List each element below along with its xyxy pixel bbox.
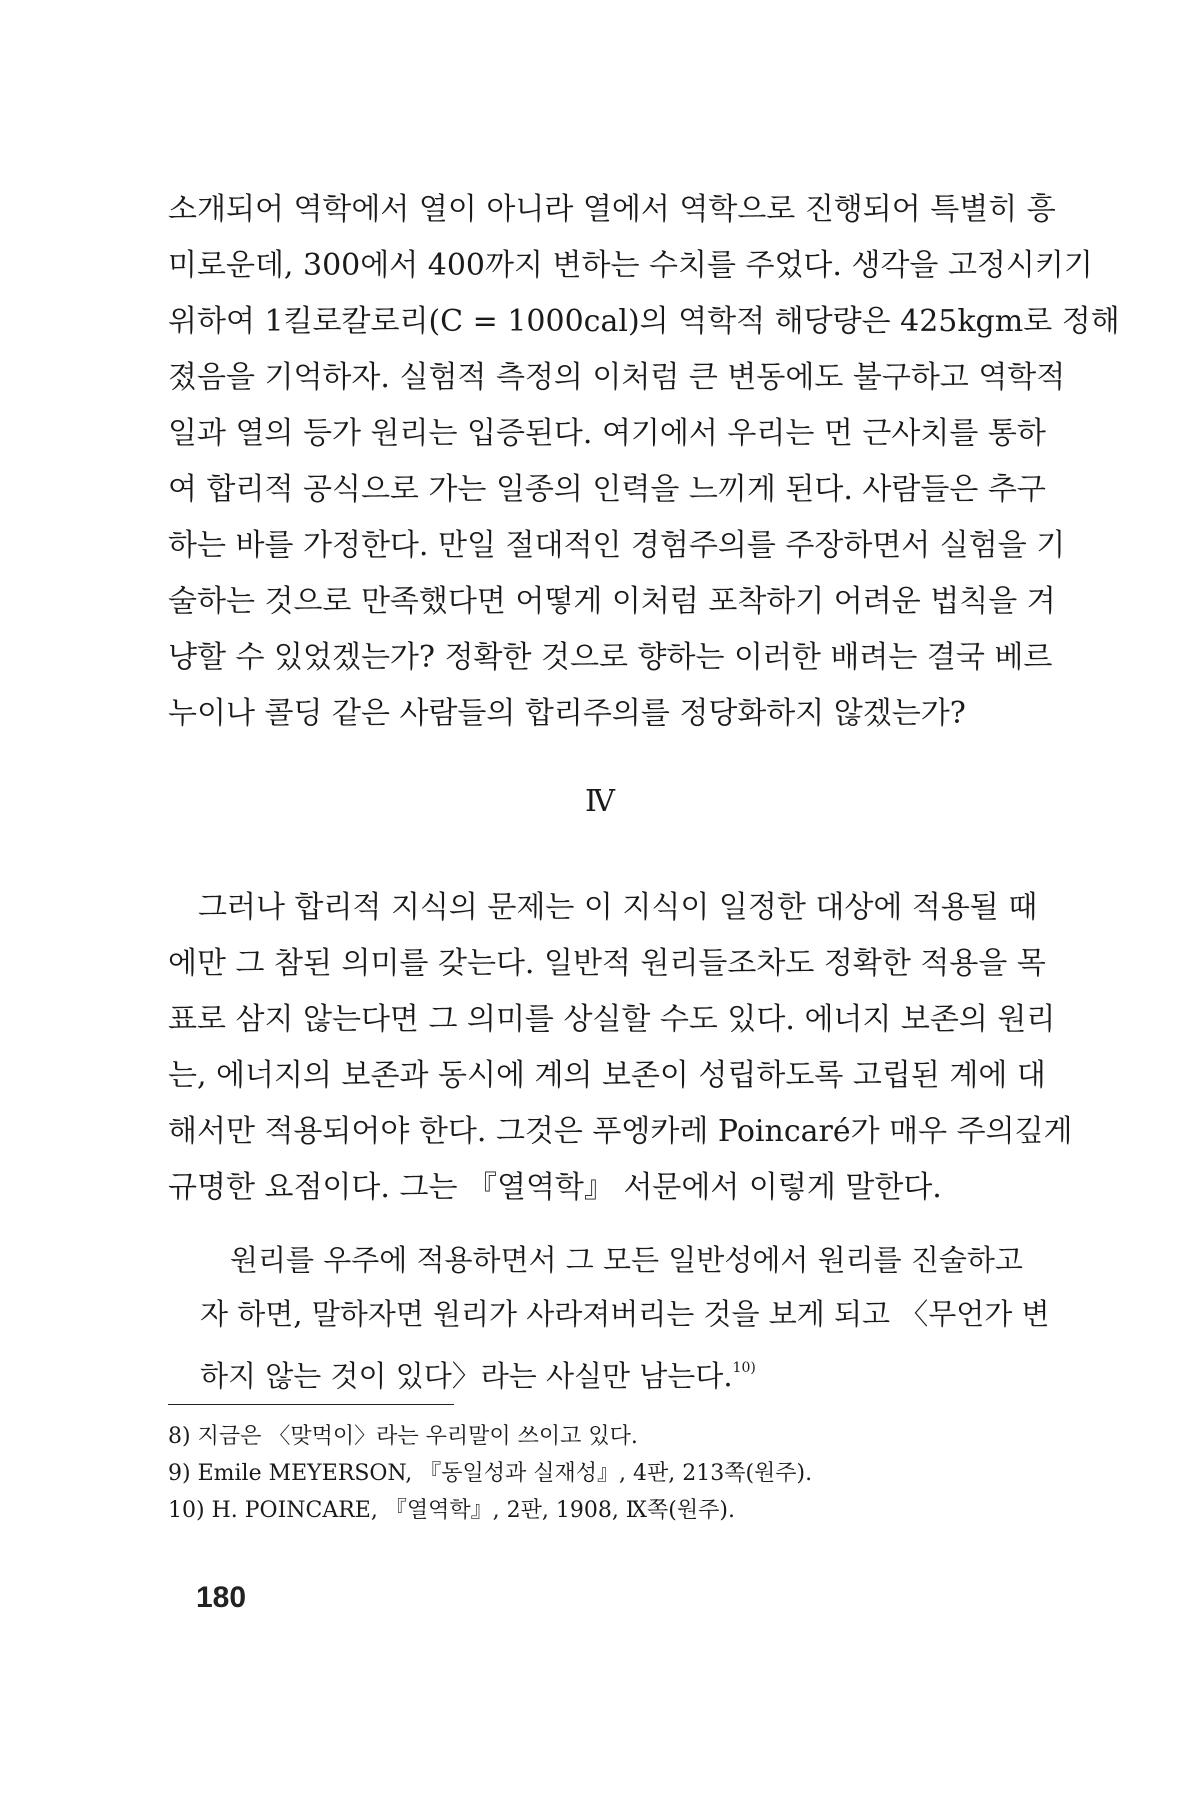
paragraph-line: 일과 열의 등가 원리는 입증된다. 여기에서 우리는 먼 근사치를 통하 bbox=[168, 416, 1046, 451]
paragraph-line: 그러나 합리적 지식의 문제는 이 지식이 일정한 대상에 적용될 때 bbox=[198, 890, 1038, 925]
footnote-divider bbox=[168, 1404, 454, 1405]
paragraph-line: 위하여 1킬로칼로리(C = 1000cal)의 역학적 해당량은 425kgm로 정해 bbox=[168, 304, 1120, 339]
paragraph-line: 냥할 수 있었겠는가? 정확한 것으로 향하는 이러한 배려는 결국 베르 bbox=[168, 640, 1053, 675]
paragraph-line: 여 합리적 공식으로 가는 일종의 인력을 느끼게 된다. 사람들은 추구 bbox=[168, 472, 1046, 507]
quote-line-last bbox=[200, 1341, 1010, 1395]
block-quote bbox=[200, 1233, 1050, 1395]
quote-line-text: 하지 않는 것이 있다〉라는 사실만 남는다. bbox=[200, 1359, 733, 1393]
paragraph-line: 는, 에너지의 보존과 동시에 계의 보존이 성립하도록 고립된 계에 대 bbox=[168, 1058, 1046, 1093]
paragraph-line: 졌음을 기억하자. 실험적 측정의 이처럼 큰 변동에도 불구하고 역학적 bbox=[168, 360, 1066, 395]
paragraph-line: 하는 바를 가정한다. 만일 절대적인 경험주의를 주장하면서 실험을 기 bbox=[168, 528, 1066, 563]
quote-line: 원리를 우주에 적용하면서 그 모든 일반성에서 원리를 진술하고 bbox=[230, 1243, 1023, 1277]
footnote-10: 10) H. POINCARE, 『열역학』, 2판, 1908, Ⅸ쪽(원주). bbox=[168, 1498, 735, 1523]
quote-line: 자 하면, 말하자면 원리가 사라져버리는 것을 보게 되고 〈무언가 변 bbox=[200, 1297, 1050, 1331]
body-paragraph-2 bbox=[168, 880, 1073, 1216]
paragraph-line: 해서만 적용되어야 한다. 그것은 푸엥카레 Poincaré가 매우 주의깊게 bbox=[168, 1114, 1073, 1149]
paragraph-line: 에만 그 참된 의미를 갖는다. 일반적 원리들조차도 정확한 적용을 목 bbox=[168, 946, 1046, 981]
footnote-8: 8) 지금은 〈맞먹이〉라는 우리말이 쓰이고 있다. bbox=[168, 1424, 638, 1449]
page-number: 180 bbox=[196, 1581, 247, 1614]
paragraph-line: 규명한 요점이다. 그는 『열역학』 서문에서 이렇게 말한다. bbox=[168, 1170, 942, 1205]
paragraph-line: 소개되어 역학에서 열이 아니라 열에서 역학으로 진행되어 특별히 흥 bbox=[168, 192, 1056, 227]
paragraph-line: 누이나 콜딩 같은 사람들의 합리주의를 정당화하지 않겠는가? bbox=[168, 696, 966, 731]
footnotes bbox=[168, 1418, 1032, 1529]
footnote-reference: 10) bbox=[732, 1360, 756, 1376]
paragraph-line: 미로운데, 300에서 400까지 변하는 수치를 주었다. 생각을 고정시키기 bbox=[168, 248, 1093, 283]
paragraph-line: 술하는 것으로 만족했다면 어떻게 이처럼 포착하기 어려운 법칙을 겨 bbox=[168, 584, 1056, 619]
section-heading: Ⅳ bbox=[585, 784, 615, 819]
paragraph-line: 표로 삼지 않는다면 그 의미를 상실할 수도 있다. 에너지 보존의 원리 bbox=[168, 1002, 1056, 1037]
body-paragraph-1 bbox=[168, 182, 1120, 742]
footnote-9: 9) Emile MEYERSON, 『동일성과 실재성』, 4판, 213쪽(원주). bbox=[168, 1461, 813, 1486]
